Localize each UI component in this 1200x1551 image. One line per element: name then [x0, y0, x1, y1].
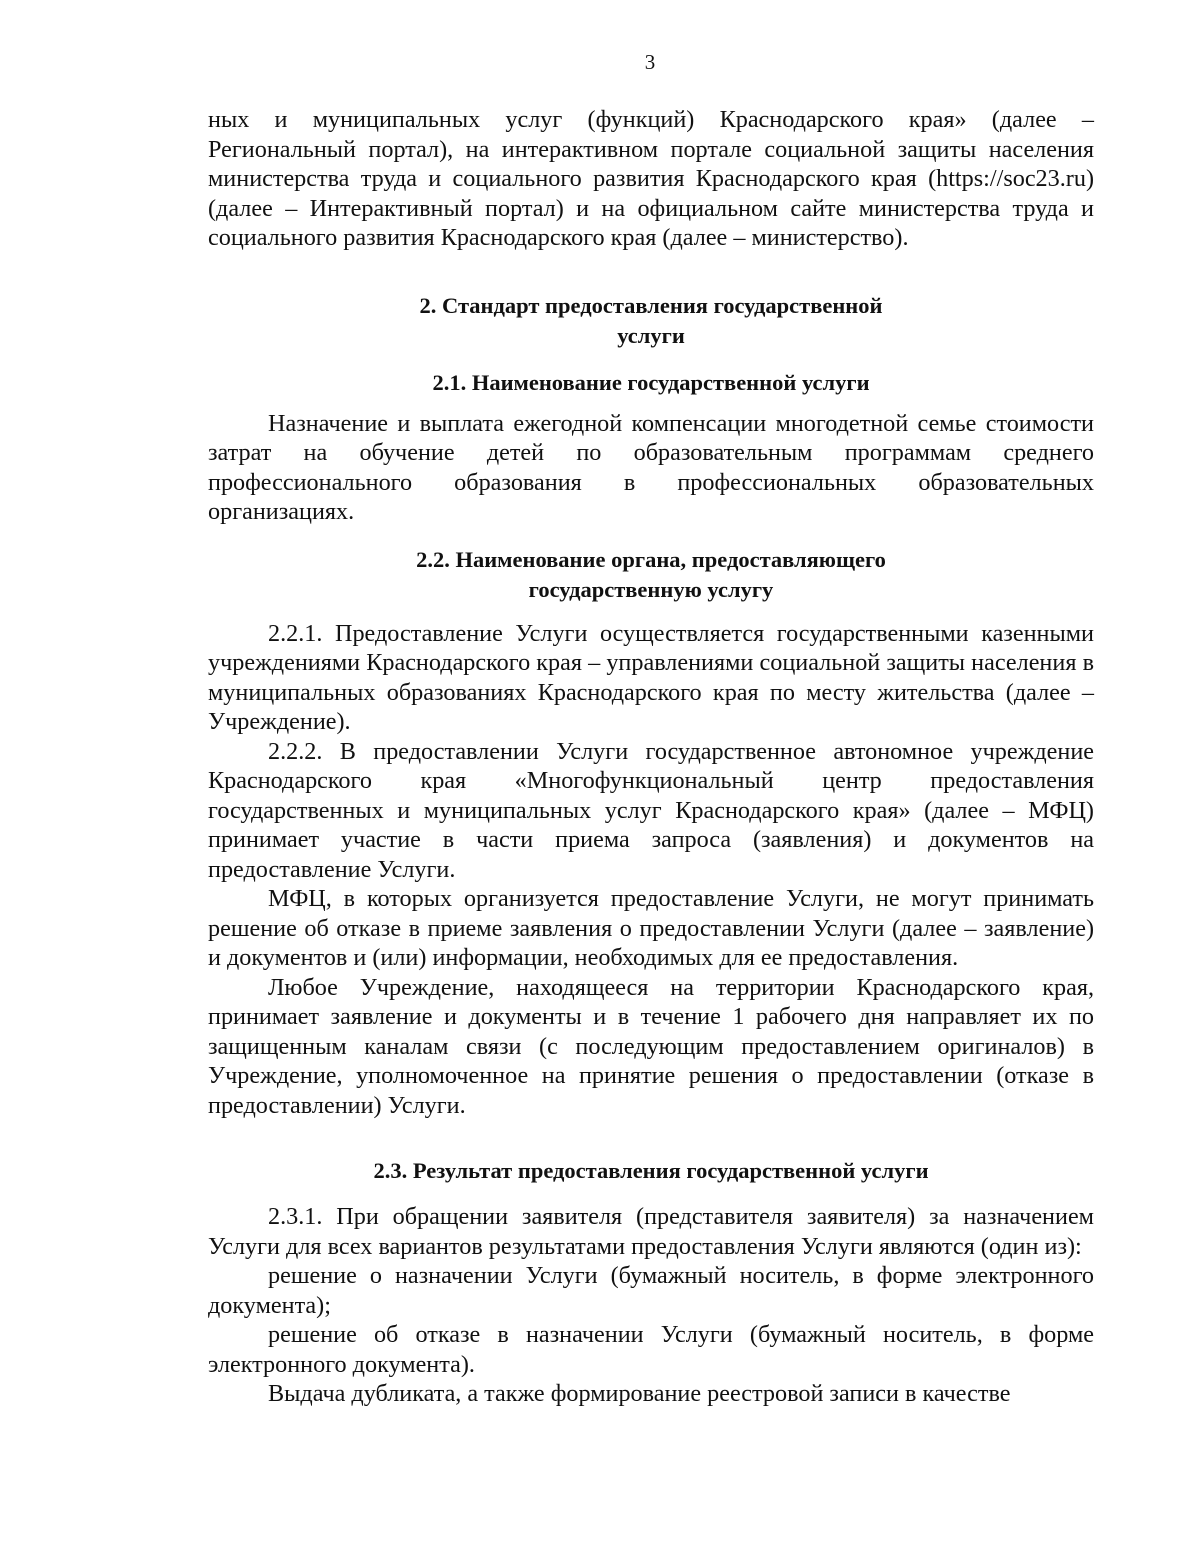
document-body	[208, 105, 1094, 1409]
list-item-decision-refusal: решение об отказе в назначении Услуги (бумажный носитель, в форме электронного документа).	[208, 1321, 1094, 1378]
paragraph-2-2-1: 2.2.1. Предоставление Услуги осуществляется государственными казенными учреждениями Краснодарского края – управлениями социальной защиты населения в муниципальных образованиях Краснодарского края по месту жительства (далее – Учреждение).	[208, 619, 1094, 735]
section-2-2-heading-line1: 2.2. Наименование органа, предоставляющего	[416, 546, 886, 572]
paragraph-mfc-refusal: МФЦ, в которых организуется предоставление Услуги, не могут принимать решение об отказе в приеме заявления о предоставлении Услуги (далее – заявление) и документов и (или) информации, необходимых для ее предоставления.	[208, 885, 1094, 971]
page-number: 3	[644, 50, 656, 74]
paragraph-any-institution: Любое Учреждение, находящееся на территории Краснодарского края, принимает заявление и документы и в течение 1 рабочего дня направляет их по защищенным каналам связи (с последующим предоставлением оригиналов) в Учреждение, уполномоченное на принятие решения о предоставлении (отказе в предоставлении) Услуги.	[208, 973, 1094, 1119]
section-2-2-heading-line2: государственную услугу	[528, 576, 774, 602]
paragraph-2-2-2: 2.2.2. В предоставлении Услуги государственное автономное учреждение Краснодарского края «Многофункциональный центр предоставления государственных и муниципальных услуг Краснодарского края» (далее – МФЦ) принимает участие в части приема запроса (заявления) и документов на предоставление Услуги.	[208, 737, 1094, 883]
section-2-1-paragraph: Назначение и выплата ежегодной компенсации многодетной семье стоимости затрат на обучение детей по образовательным программам среднего профессионального образования в профессиональных образовательных организациях.	[208, 409, 1094, 525]
section-2-heading-line1: 2. Стандарт предоставления государственной	[419, 292, 883, 318]
section-2-3-heading: 2.3. Результат предоставления государственной услуги	[373, 1158, 929, 1183]
paragraph-duplicate: Выдача дубликата, а также формирование реестровой записи в качестве	[268, 1380, 1011, 1407]
section-2-1-heading: 2.1. Наименование государственной услуги	[432, 369, 870, 395]
section-2-heading	[208, 291, 1094, 351]
section-2-2-heading	[208, 545, 1094, 605]
list-item-decision-grant: решение о назначении Услуги (бумажный носитель, в форме электронного документа);	[208, 1262, 1094, 1319]
section-2-heading-line2: услуги	[617, 322, 685, 348]
paragraph-2-3-1: 2.3.1. При обращении заявителя (представителя заявителя) за назначением Услуги для всех вариантов результатами предоставления Услуги являются (один из):	[208, 1203, 1094, 1260]
intro-paragraph: ных и муниципальных услуг (функций) Краснодарского края» (далее – Региональный портал), на интерактивном портале социальной защиты населения министерства труда и социального развития Краснодарского края (https://soc23.ru) (далее – Интерактивный портал) и на официальном сайте министерства труда и социального развития Краснодарского края (далее – министерство).	[208, 106, 1094, 251]
